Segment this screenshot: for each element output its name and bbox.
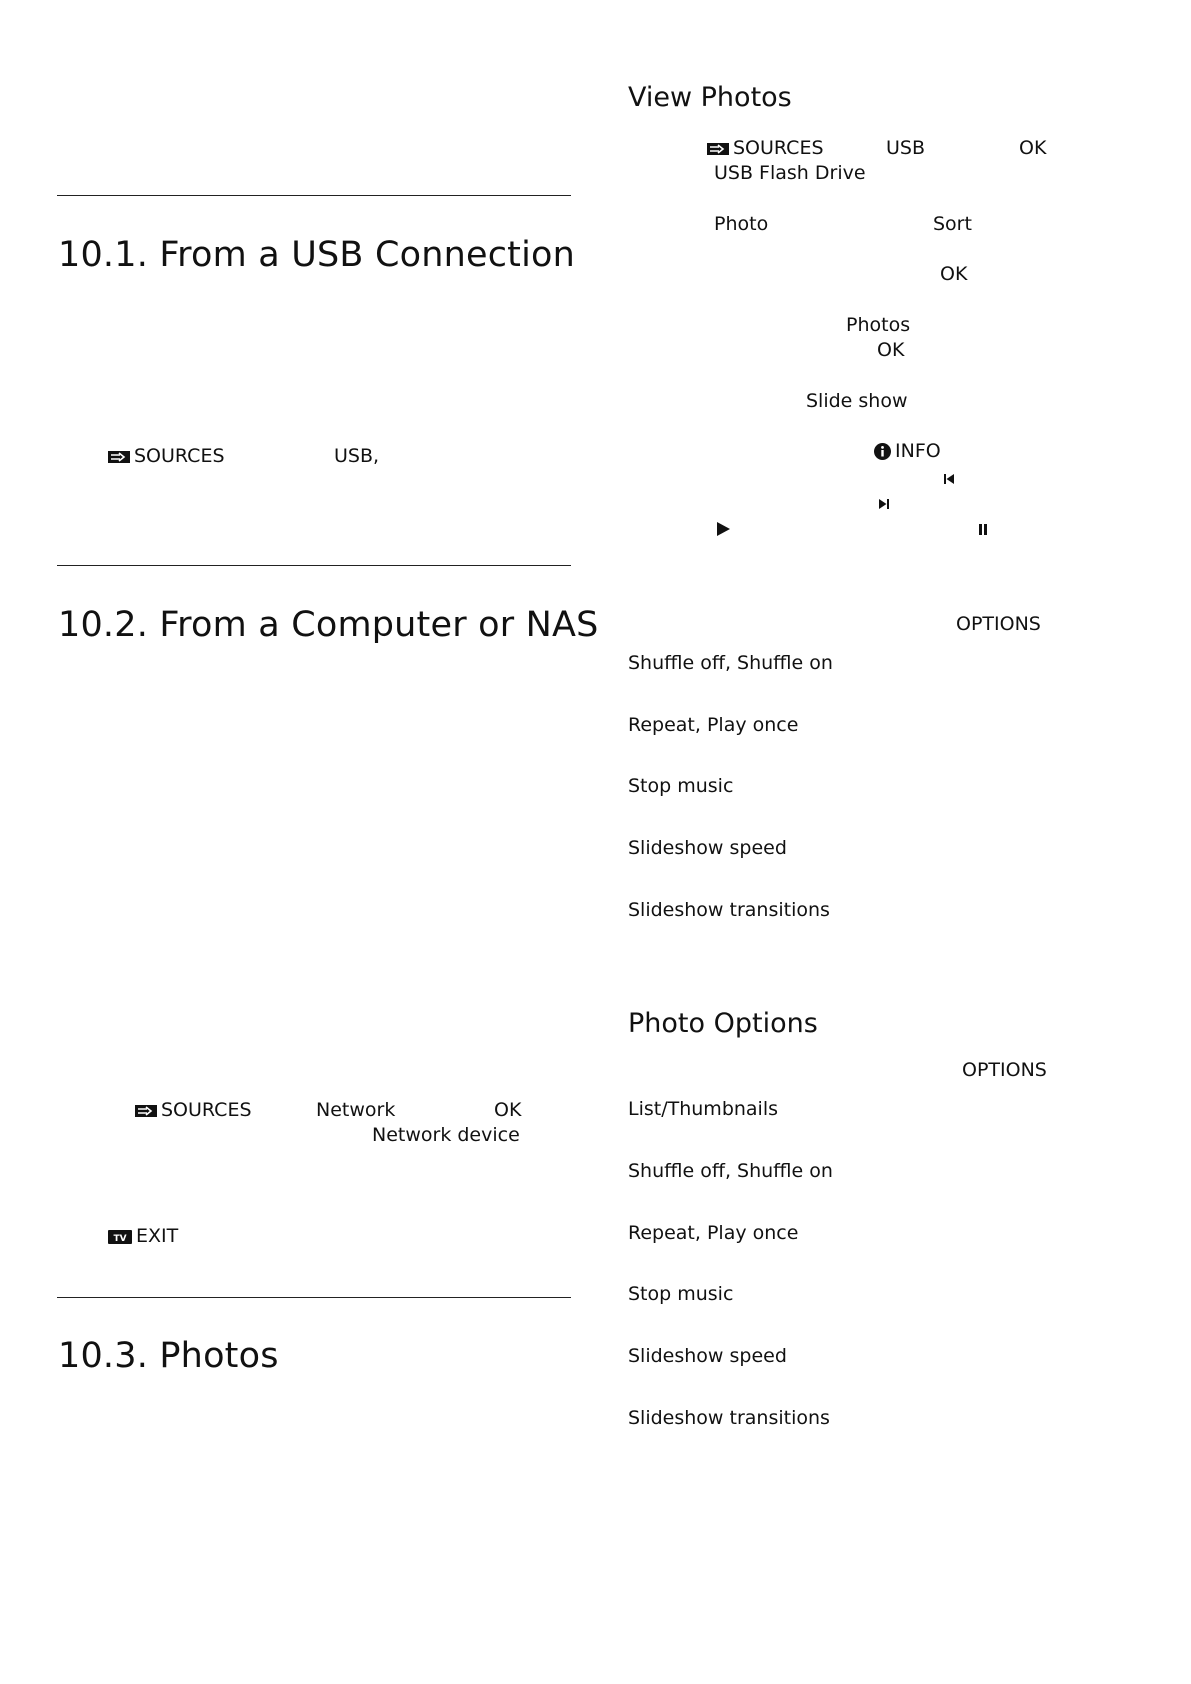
previous-icon (943, 473, 955, 485)
sources-key-label (135, 1101, 252, 1120)
network-label: Network (316, 1099, 396, 1121)
ok-label: OK (877, 339, 905, 361)
exit-key-label (108, 1227, 178, 1246)
option-item: Shuffle off, Shuffle on (628, 1160, 833, 1182)
section-divider (57, 565, 571, 566)
option-item: Shuffle off, Shuffle on (628, 652, 833, 674)
sources-label: SOURCES (161, 1099, 252, 1121)
ok-label: OK (940, 263, 968, 285)
section-title-computer: 10.2. From a Computer or NAS (58, 605, 599, 645)
view-photos-heading: View Photos (628, 82, 792, 113)
photos-label: Photos (846, 314, 911, 336)
usb-label: USB, (334, 445, 380, 467)
section-divider (57, 195, 571, 196)
options-label: OPTIONS (956, 613, 1041, 635)
sort-label: Sort (933, 213, 972, 235)
option-item: Repeat, Play once (628, 714, 799, 736)
sources-icon (707, 143, 729, 155)
sources-key-label (707, 139, 824, 158)
option-item: Slideshow transitions (628, 1407, 830, 1429)
photo-label: Photo (714, 213, 769, 235)
option-item: Stop music (628, 1283, 734, 1305)
play-icon (716, 521, 731, 537)
option-item: Slideshow speed (628, 1345, 787, 1367)
option-item: Slideshow transitions (628, 899, 830, 921)
photo-options-heading: Photo Options (628, 1008, 818, 1039)
usb-flash-drive-label: USB Flash Drive (714, 162, 866, 184)
options-label: OPTIONS (962, 1059, 1047, 1081)
ok-label: OK (1019, 137, 1047, 159)
ok-label: OK (494, 1099, 522, 1121)
sources-icon (135, 1105, 157, 1117)
exit-label: EXIT (136, 1225, 179, 1247)
sources-key-label (108, 447, 225, 466)
sources-label: SOURCES (733, 137, 824, 159)
option-item: Slideshow speed (628, 837, 787, 859)
tv-icon (108, 1230, 132, 1244)
network-device-label: Network device (372, 1124, 520, 1146)
section-title-photos: 10.3. Photos (58, 1336, 279, 1376)
info-icon (874, 443, 891, 460)
option-item: List/Thumbnails (628, 1098, 779, 1120)
option-item: Stop music (628, 775, 734, 797)
info-label: INFO (895, 440, 941, 462)
section-divider (57, 1297, 571, 1298)
pause-icon (979, 524, 987, 535)
info-key-label (874, 442, 941, 461)
sources-icon (108, 451, 130, 463)
svg-text:TV: TV (113, 1233, 127, 1244)
section-title-usb: 10.1. From a USB Connection (58, 235, 576, 275)
slide-show-label: Slide show (806, 390, 908, 412)
option-item: Repeat, Play once (628, 1222, 799, 1244)
usb-label: USB (886, 137, 926, 159)
next-icon (878, 498, 890, 510)
sources-label: SOURCES (134, 445, 225, 467)
